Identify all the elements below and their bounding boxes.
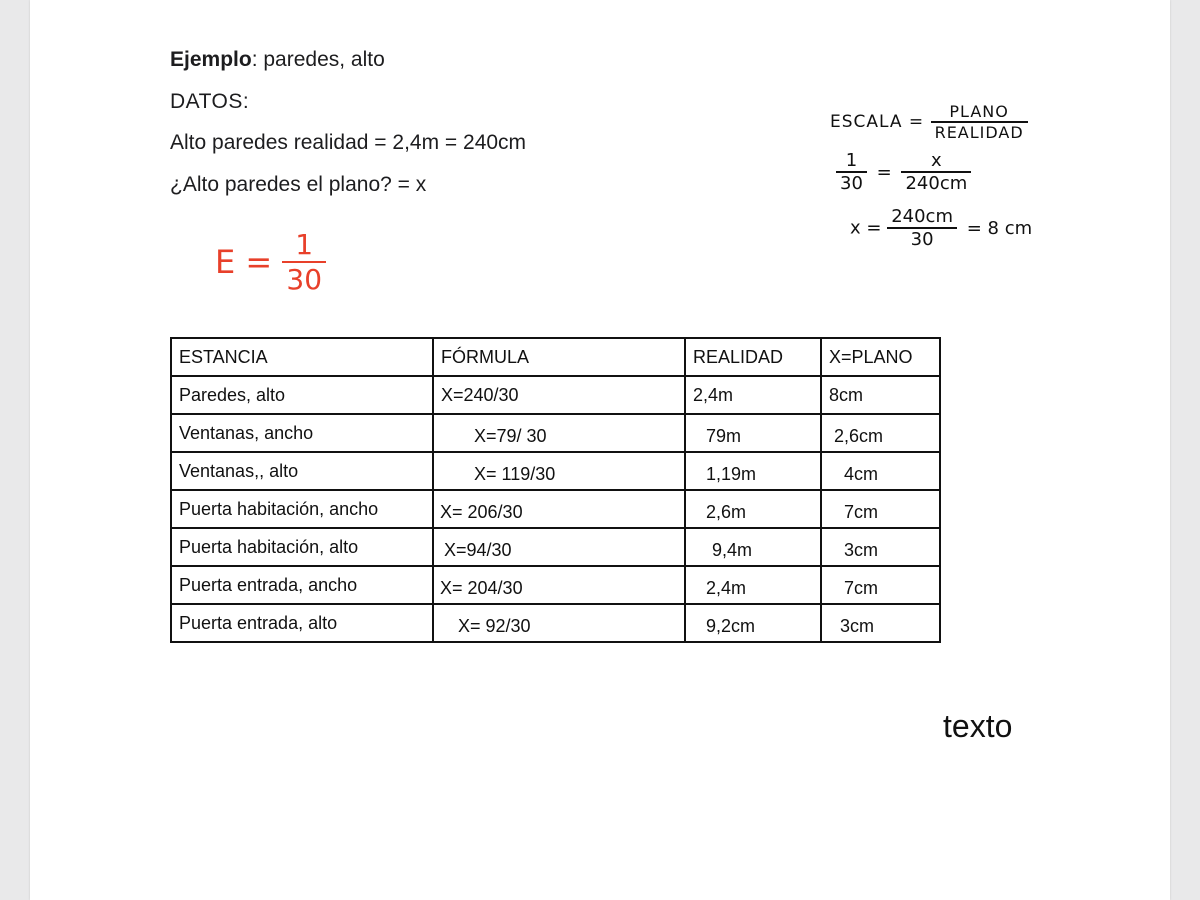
scale-fraction (282, 228, 326, 296)
header-plano: X=PLANO (821, 338, 940, 376)
table-row (171, 376, 940, 414)
measurements-table (170, 337, 941, 643)
proportion-lhs (836, 150, 867, 194)
cell-plano: 3cm (821, 528, 940, 566)
cell-realidad: 2,4m (685, 566, 821, 604)
cell-estancia: Ventanas, ancho (171, 414, 433, 452)
header-formula: FÓRMULA (433, 338, 685, 376)
cell-realidad: 2,6m (685, 490, 821, 528)
scale-lhs: E = (215, 243, 273, 281)
proportion-equals: = (876, 161, 892, 183)
header-realidad: REALIDAD (685, 338, 821, 376)
cell-estancia: Puerta habitación, alto (171, 528, 433, 566)
proportion-rhs-num: x (931, 150, 942, 171)
cell-formula: X= 206/30 (433, 490, 685, 528)
cell-formula: X=240/30 (433, 376, 685, 414)
proportion-lhs-num: 1 (845, 150, 858, 171)
cell-formula: X= 92/30 (433, 604, 685, 642)
cell-realidad: 2,4m (685, 376, 821, 414)
header-estancia: ESTANCIA (171, 338, 433, 376)
document-page (30, 0, 1170, 900)
table-header-row (171, 338, 940, 376)
scale-denominator: 30 (286, 263, 323, 296)
cell-formula: X= 204/30 (433, 566, 685, 604)
cell-formula: X= 119/30 (433, 452, 685, 490)
data-line-1: Alto paredes realidad = 2,4m = 240cm (170, 131, 527, 154)
escala-fraction (931, 102, 1028, 142)
cell-plano: 3cm (821, 604, 940, 642)
table-row (171, 604, 940, 642)
table-row (171, 452, 940, 490)
cell-formula: X=94/30 (433, 528, 685, 566)
cell-estancia: Puerta entrada, ancho (171, 566, 433, 604)
example-label: Ejemplo (170, 48, 252, 71)
datos-title: DATOS: (170, 90, 250, 113)
example-line (170, 48, 385, 72)
proportion-lhs-den: 30 (840, 173, 863, 194)
cell-plano: 7cm (821, 566, 940, 604)
cell-plano: 7cm (821, 490, 940, 528)
cell-realidad: 79m (685, 414, 821, 452)
cell-plano: 2,6cm (821, 414, 940, 452)
solution-fraction (887, 206, 957, 250)
cell-realidad: 9,2cm (685, 604, 821, 642)
solution-numerator: 240cm (891, 206, 953, 227)
solution-result: = 8 cm (966, 217, 1033, 239)
scale-annotation (215, 228, 326, 296)
cell-estancia: Puerta entrada, alto (171, 604, 433, 642)
example-rest: : paredes, alto (251, 48, 385, 71)
escala-formula (830, 102, 1028, 142)
table-row (171, 414, 940, 452)
cell-realidad: 9,4m (685, 528, 821, 566)
data-line-2: ¿Alto paredes el plano? = x (170, 173, 427, 196)
table-row (171, 528, 940, 566)
scale-numerator: 1 (295, 228, 314, 261)
solution-denominator: 30 (910, 229, 934, 250)
solution-lhs: x = (850, 217, 882, 239)
solution-equation (850, 206, 1032, 250)
texto-label: texto (943, 708, 1013, 744)
cell-formula: X=79/ 30 (433, 414, 685, 452)
table-row (171, 490, 940, 528)
proportion-rhs-den: 240cm (905, 173, 968, 194)
cell-estancia: Ventanas,, alto (171, 452, 433, 490)
escala-numerator: PLANO (949, 102, 1009, 121)
proportion-equation (836, 150, 971, 194)
escala-denominator: REALIDAD (934, 123, 1024, 142)
cell-estancia: Puerta habitación, ancho (171, 490, 433, 528)
cell-plano: 4cm (821, 452, 940, 490)
cell-plano: 8cm (821, 376, 940, 414)
proportion-rhs (901, 150, 971, 194)
table-row (171, 566, 940, 604)
cell-realidad: 1,19m (685, 452, 821, 490)
escala-label: ESCALA = (830, 112, 925, 132)
cell-estancia: Paredes, alto (171, 376, 433, 414)
